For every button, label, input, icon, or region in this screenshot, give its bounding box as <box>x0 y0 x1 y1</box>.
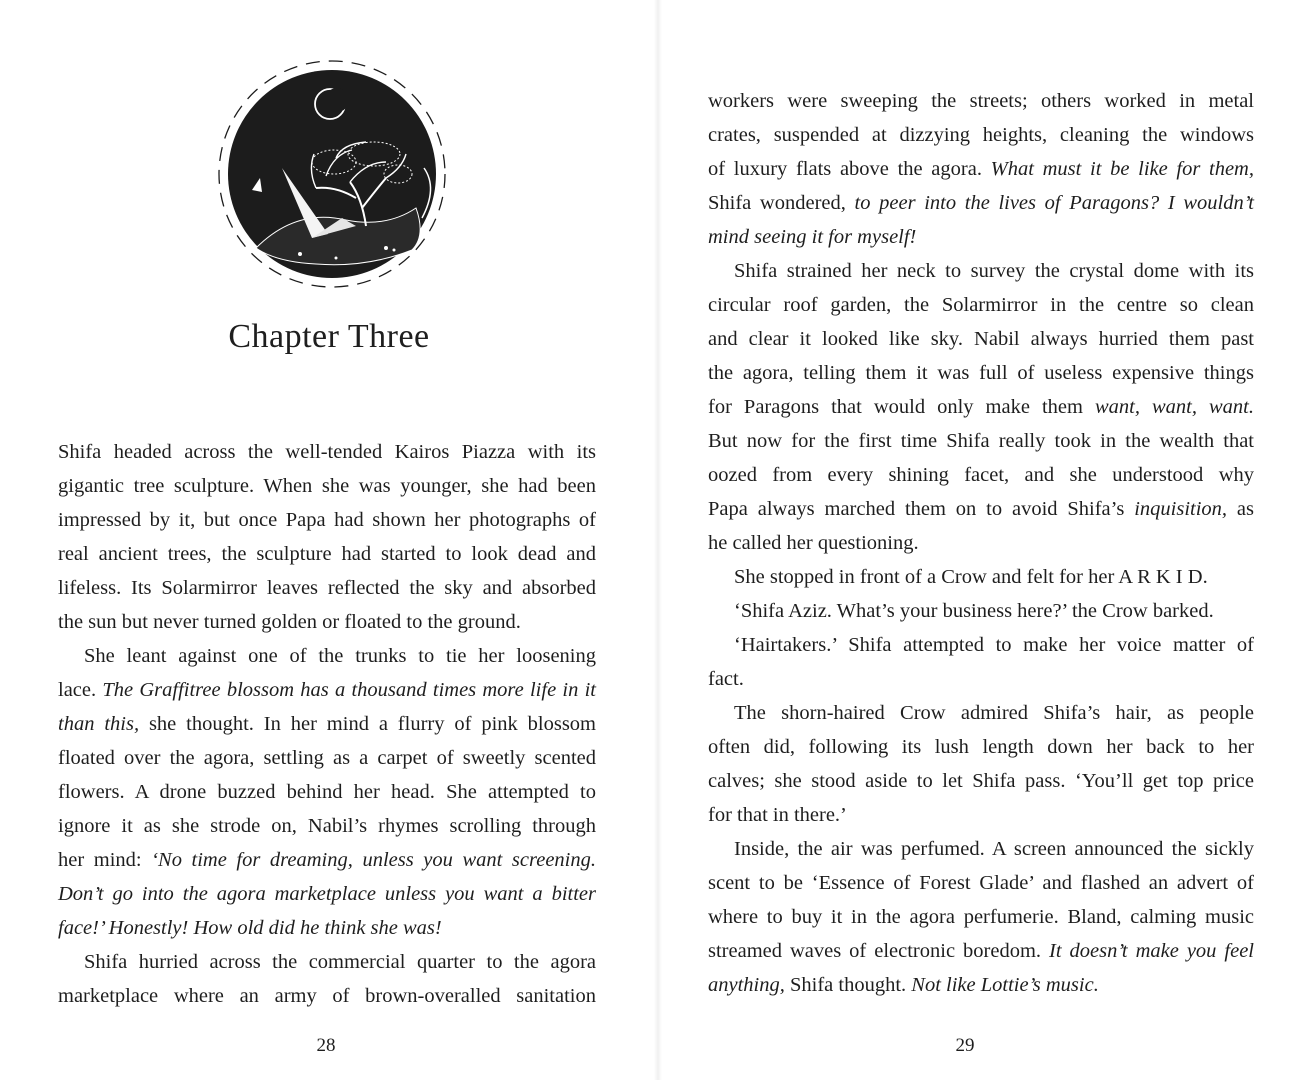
text-run: lifeless. Its Solarmirror leaves reflected the sky and absorbed <box>58 577 596 599</box>
italic-run: mind seeing it for myself! <box>708 226 917 248</box>
text-run: ignore it as she strode on, Nabil’s rhymes scrolling through <box>58 815 596 837</box>
text-run: marketplace where an army of brown-overalled sanitation <box>58 985 596 1007</box>
chapter-title: Chapter Three <box>228 318 430 355</box>
right-body-text <box>708 84 1254 1002</box>
italic-run: It doesn’t make you feel <box>1049 940 1255 962</box>
italic-run: to peer into the lives of Paragons? I wouldn’t <box>854 192 1254 214</box>
text-run: crates, suspended at dizzying heights, cleaning the windows <box>708 124 1254 146</box>
italic-run: Not like Lottie’s music. <box>911 974 1099 996</box>
text-run: lace. <box>58 679 103 701</box>
text-line <box>58 605 596 639</box>
text-line <box>708 186 1254 220</box>
text-run: oozed from every shining facet, and she understood why <box>708 464 1254 486</box>
text-line <box>708 662 1254 696</box>
text-line <box>708 730 1254 764</box>
text-run: of luxury flats above the agora. <box>708 158 991 180</box>
text-line <box>58 673 596 707</box>
text-run: Shifa hurried across the commercial quarter to the agora <box>84 951 596 973</box>
text-run: calves; she stood aside to let Shifa pass. ‘You’ll get top price <box>708 770 1254 792</box>
text-line <box>708 356 1254 390</box>
text-line <box>708 424 1254 458</box>
page-number: 28 <box>316 1035 336 1056</box>
text-run: and clear it looked like sky. Nabil always hurried them past <box>708 328 1254 350</box>
text-run: the sun but never turned golden or floated to the ground. <box>58 611 521 633</box>
text-run: workers were sweeping the streets; others worked in metal <box>708 90 1254 112</box>
text-line <box>708 492 1254 526</box>
text-line <box>708 254 1254 288</box>
text-line <box>708 900 1254 934</box>
text-line <box>58 979 596 1013</box>
text-run: for Paragons that would only make them <box>708 396 1095 418</box>
text-line <box>708 560 1254 594</box>
text-line <box>708 934 1254 968</box>
text-run: as <box>1227 498 1254 520</box>
italic-run: anything, <box>708 974 785 996</box>
text-run: her mind: <box>58 849 152 871</box>
text-run: real ancient trees, the sculpture had started to look dead and <box>58 543 596 565</box>
text-run: Shifa strained her neck to survey the crystal dome with its <box>734 260 1254 282</box>
text-run: She leant against one of the trunks to tie her loosening <box>84 645 596 667</box>
italic-run: than this, <box>58 713 140 735</box>
text-line <box>58 843 596 877</box>
text-run: But now for the first time Shifa really took in the wealth that <box>708 430 1254 452</box>
text-line <box>58 945 596 979</box>
italic-run: ‘No time for dreaming, unless you want screening. <box>151 849 596 871</box>
text-run: circular roof garden, the Solarmirror in the centre so clean <box>708 294 1254 316</box>
text-run: She stopped in front of a Crow and felt for her A R K I D. <box>734 566 1208 588</box>
text-line <box>708 220 1254 254</box>
text-run: Inside, the air was perfumed. A screen announced the sickly <box>734 838 1254 860</box>
text-line <box>708 764 1254 798</box>
left-body-text <box>58 435 596 1013</box>
text-line <box>708 152 1254 186</box>
text-line <box>708 594 1254 628</box>
crescent-moon-tree-vignette-icon <box>216 58 448 290</box>
italic-run: face!’ Honestly! How old did he think she was! <box>58 917 442 939</box>
text-line <box>708 832 1254 866</box>
text-line <box>58 503 596 537</box>
text-run: often did, following its lush length down her back to her <box>708 736 1254 758</box>
right-page <box>658 0 1316 1080</box>
text-line <box>708 322 1254 356</box>
text-run: fact. <box>708 668 744 690</box>
text-line <box>58 639 596 673</box>
text-line <box>708 866 1254 900</box>
text-run: flowers. A drone buzzed behind her head. She attempted to <box>58 781 596 803</box>
text-run: ‘Shifa Aziz. What’s your business here?’ the Crow barked. <box>734 600 1214 622</box>
text-line <box>58 775 596 809</box>
text-line <box>708 84 1254 118</box>
text-run: Shifa wondered, <box>708 192 855 214</box>
text-line <box>708 288 1254 322</box>
text-run: for that in there.’ <box>708 804 847 826</box>
italic-run: Don’t go into the agora marketplace unless you want a bitter <box>58 883 596 905</box>
text-run: gigantic tree sculpture. When she was younger, she had been <box>58 475 596 497</box>
text-run: Papa always marched them on to avoid Shifa’s <box>708 498 1135 520</box>
text-line <box>58 707 596 741</box>
text-run: the agora, telling them it was full of useless expensive things <box>708 362 1254 384</box>
text-run: she thought. In her mind a flurry of pink blossom <box>139 713 596 735</box>
text-line <box>58 809 596 843</box>
text-run: where to buy it in the agora perfumerie. Bland, calming music <box>708 906 1254 928</box>
italic-run: The Graffitree blossom has a thousand times more life in it <box>102 679 596 701</box>
text-line <box>58 571 596 605</box>
text-line <box>58 911 596 945</box>
text-run: The shorn-haired Crow admired Shifa’s hair, as people <box>734 702 1254 724</box>
text-run: he called her questioning. <box>708 532 919 554</box>
text-line <box>708 118 1254 152</box>
italic-run: inquisition, <box>1134 498 1228 520</box>
text-line <box>58 537 596 571</box>
text-run: Shifa headed across the well-tended Kairos Piazza with its <box>58 441 596 463</box>
text-line <box>708 458 1254 492</box>
text-line <box>708 526 1254 560</box>
text-line <box>58 435 596 469</box>
italic-run: What must it be like for them, <box>990 158 1254 180</box>
text-run: ‘Hairtakers.’ Shifa attempted to make her voice matter of <box>734 634 1254 656</box>
text-run: scent to be ‘Essence of Forest Glade’ and flashed an advert of <box>708 872 1254 894</box>
text-line <box>708 628 1254 662</box>
text-line <box>708 390 1254 424</box>
text-line <box>58 877 596 911</box>
text-line <box>58 469 596 503</box>
text-run: impressed by it, but once Papa had shown her photographs of <box>58 509 596 531</box>
text-run: floated over the agora, settling as a carpet of sweetly scented <box>58 747 596 769</box>
page-number: 29 <box>955 1035 975 1056</box>
text-run: streamed waves of electronic boredom. <box>708 940 1050 962</box>
text-line <box>708 968 1254 1002</box>
text-line <box>58 741 596 775</box>
text-run: Shifa thought. <box>784 974 912 996</box>
text-line <box>708 696 1254 730</box>
italic-run: want, want, want. <box>1094 396 1254 418</box>
text-line <box>708 798 1254 832</box>
